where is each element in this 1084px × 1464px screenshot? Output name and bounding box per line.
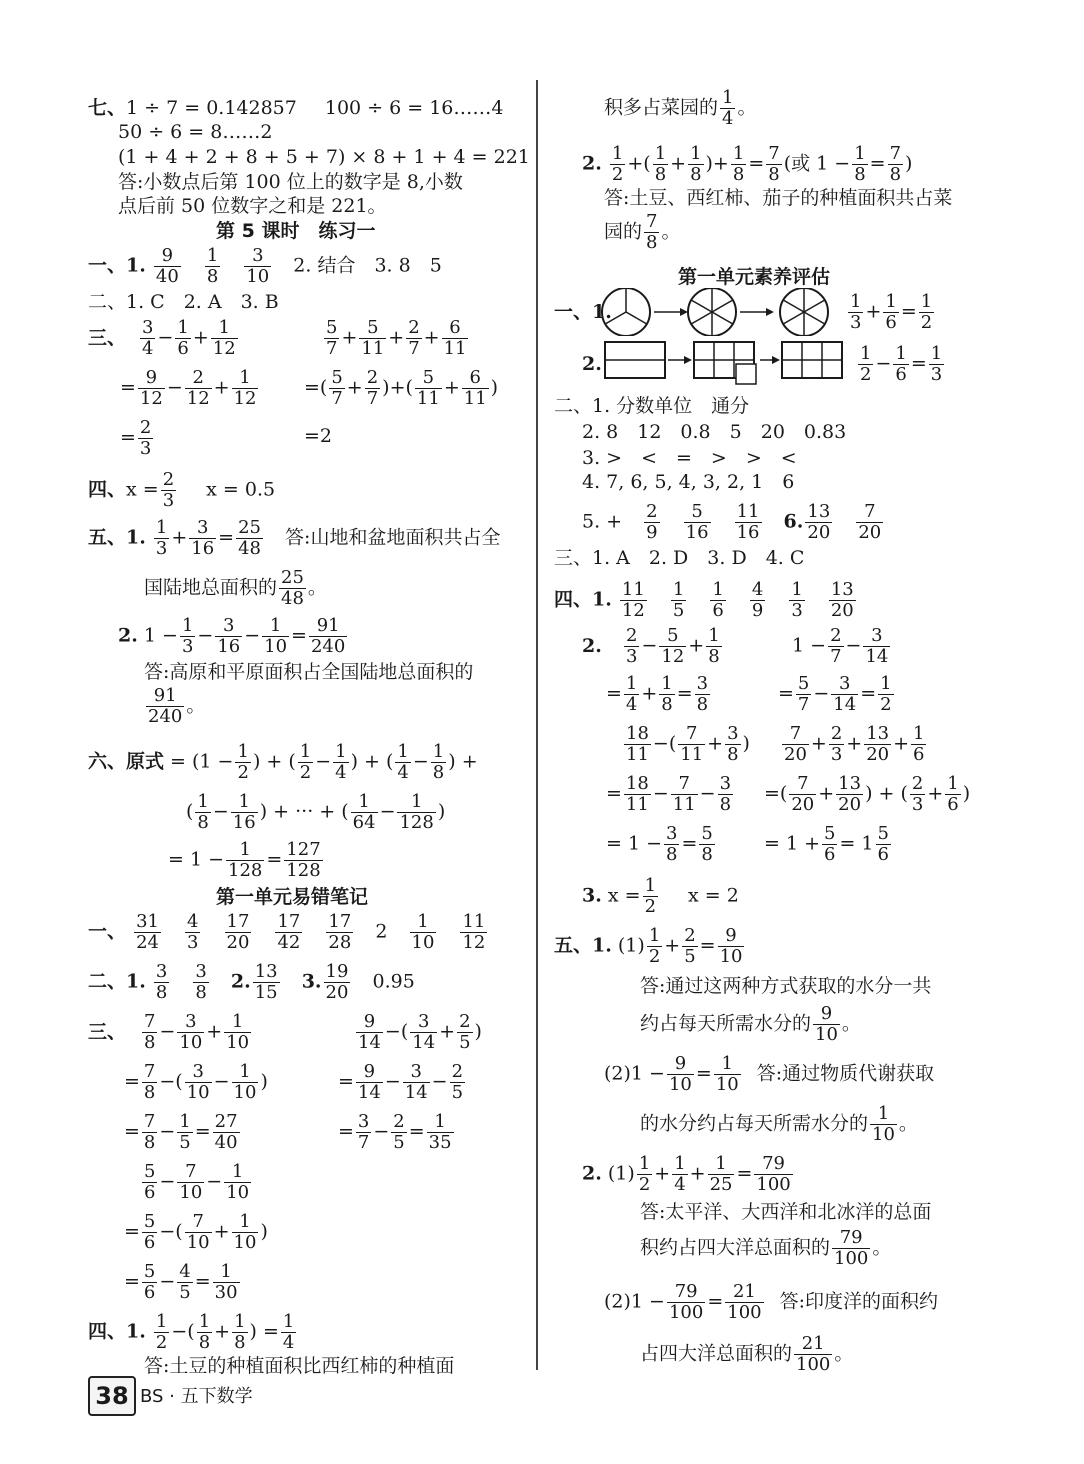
u-s2-5: 5. + $\frac{2}{9}$ $\frac{5}{16}$ $\frac{11}{16}$ 6. $\frac{13}{20}$ $\frac{7}{20}$ [582, 501, 882, 543]
u42-a3: $\frac{18}{11}$ −( $\frac{7}{11}$ + $\frac{3}{8}$ ) [626, 723, 750, 765]
q7-line5: 点后前 50 位数字之和是 221。 [118, 195, 387, 217]
u-s2-4: 4. 7, 6, 5, 4, 3, 2, 1 6 [582, 471, 795, 493]
u1-eq: $\frac{1}{3}$ + $\frac{1}{6}$ = $\frac{1}{2}$ [850, 291, 933, 333]
e3-a2: = $\frac{7}{8}$ −( $\frac{3}{10}$ − $\frac{1}{10}$ ) [124, 1061, 268, 1103]
u42-b5: = 1 + $\frac{5}{6}$ = 1 $\frac{5}{6}$ [764, 823, 889, 865]
s6-row2: ( $\frac{1}{8}$ − $\frac{1}{16}$ ) + ··· + ( $\frac{1}{64}$ − $\frac{1}{128}$ ) [186, 791, 446, 833]
s3-calc-a2: = $\frac{9}{12}$ − $\frac{2}{12}$ + $\frac{1}{12}$ [120, 367, 257, 409]
s1-row: 一、1. $\frac{9}{40}$ $\frac{1}{8}$ $\frac{3}{10}$ 2. 结合 3. 8 5 [88, 245, 442, 287]
s3-calc-b3: =2 [304, 425, 333, 447]
e3-b1: $\frac{9}{14}$ −( $\frac{3}{14}$ + $\frac{2}{5}$ ) [358, 1011, 482, 1053]
u-s6-ans1b: 积约占四大洋总面积的 $\frac{79}{100}$ 。 [640, 1227, 892, 1269]
u-s6-row2: (2)1 − $\frac{79}{100}$ = $\frac{21}{100}$ 答:印度洋的面积约 [604, 1281, 939, 1323]
u-s5-row2: (2)1 − $\frac{9}{10}$ = $\frac{1}{10}$ 答:通过物质代谢获取 [604, 1053, 935, 1095]
u-s5-ans1b: 约占每天所需水分的 $\frac{9}{10}$ 。 [640, 1003, 861, 1045]
u42-a5: = 1 − $\frac{3}{8}$ = $\frac{5}{8}$ [606, 823, 713, 865]
u1-label: 一、1. [554, 301, 612, 323]
u2-label: 2. [582, 353, 602, 375]
u-s4-3: 3. x = $\frac{1}{2}$ x = 2 [582, 875, 739, 917]
r-top: 积多占菜园的 $\frac{1}{4}$ 。 [604, 87, 757, 129]
u42-b4: =( $\frac{7}{20}$ + $\frac{13}{20}$ ) + ( $\frac{2}{3}$ + $\frac{1}{6}$ ) [764, 773, 971, 815]
e3-a3: = $\frac{7}{8}$ − $\frac{1}{5}$ = $\frac{27}{40}$ [124, 1111, 238, 1153]
e3-b3: = $\frac{3}{7}$ − $\frac{2}{5}$ = $\frac{1}{35}$ [338, 1111, 452, 1153]
u2-eq: $\frac{1}{2}$ − $\frac{1}{6}$ = $\frac{1}{3}$ [860, 343, 943, 385]
u-s2-1: 二、1. 分数单位 通分 [554, 395, 750, 417]
s5-ans2: 答:高原和平原面积占全国陆地总面积的 [144, 661, 474, 683]
q7-line2: 50 ÷ 6 = 8……2 [118, 121, 273, 143]
u-s4-2-label: 2. [582, 635, 602, 657]
e3-a5: = $\frac{5}{6}$ −( $\frac{7}{10}$ + $\frac{1}{10}$ ) [124, 1211, 268, 1253]
s5-row2: 2. 1 − $\frac{1}{3}$ − $\frac{3}{16}$ − $\frac{1}{10}$ = $\frac{91}{240}$ [118, 615, 346, 657]
u-s3: 三、1. A 2. D 3. D 4. C [554, 547, 805, 569]
s6-row3: = 1 − $\frac{1}{128}$ = $\frac{127}{128}$ [168, 839, 321, 881]
s3-calc-b2: =( $\frac{5}{7}$ + $\frac{2}{7}$ )+( $\frac{5}{11}$ + $\frac{6}{11}$ ) [304, 367, 499, 409]
e3-label: 三、 [88, 1021, 127, 1043]
e3-a4: $\frac{5}{6}$ − $\frac{7}{10}$ − $\frac{1}{10}$ [144, 1161, 250, 1203]
s4-row: 四、x = $\frac{2}{3}$ x = 0.5 [88, 469, 276, 511]
u42-a2: = $\frac{1}{4}$ + $\frac{1}{8}$ = $\frac{3}{8}$ [606, 673, 709, 715]
page-number: 38 [88, 1376, 136, 1416]
u-s2-3: 3. > < = > > < [582, 447, 797, 469]
u-s6-row1: 2. (1) $\frac{1}{2}$ + $\frac{1}{4}$ + $\frac{1}{25}$ = $\frac{79}{100}$ [582, 1153, 791, 1195]
u-s5-row1: 五、1. (1) $\frac{1}{2}$ + $\frac{2}{5}$ = $\frac{9}{10}$ [554, 925, 743, 967]
e4-ans: 答:土豆的种植面积比西红柿的种植面 [144, 1355, 455, 1377]
e2-row: 二、1. $\frac{3}{8}$ $\frac{3}{8}$ 2. $\frac{13}{15}$ 3. $\frac{19}{20}$ 0.95 [88, 961, 415, 1003]
e3-a1: $\frac{7}{8}$ − $\frac{3}{10}$ + $\frac{1}{10}$ [144, 1011, 250, 1053]
s3-calc-a3: = $\frac{2}{3}$ [120, 417, 152, 459]
r2-row: 2. $\frac{1}{2}$ +( $\frac{1}{8}$ + $\frac{1}{8}$ )+ $\frac{1}{8}$ = $\frac{7}{8}$ (或 1 − $\frac{1}{8}$ = $\frac{7}{8}$ ) [582, 143, 913, 185]
u42-a1: $\frac{2}{3}$ − $\frac{5}{12}$ + $\frac{1}{8}$ [626, 625, 720, 667]
s2-row: 二、1. C 2. A 3. B [88, 291, 279, 313]
q7-line4: 答:小数点后第 100 位上的数字是 8,小数 [118, 171, 463, 193]
unit-title: 第一单元素养评估 [678, 266, 831, 288]
u-s5-ans2b: 的水分约占每天所需水分的 $\frac{1}{10}$ 。 [640, 1103, 918, 1145]
s5-row1b: 国陆地总面积的 $\frac{25}{48}$ 。 [144, 567, 327, 609]
r2-ans2: 园的 $\frac{7}{8}$ 。 [604, 211, 681, 253]
u-s6-ans1: 答:太平洋、大西洋和北冰洋的总面 [640, 1201, 932, 1223]
u-s5-ans1: 答:通过这两种方式获取的水分一共 [640, 975, 932, 997]
u42-b3: $\frac{7}{20}$ + $\frac{2}{3}$ + $\frac{13}{20}$ + $\frac{1}{6}$ [784, 723, 925, 765]
q7-line1: 七、1 ÷ 7 = 0.142857 100 ÷ 6 = 16……4 [88, 97, 504, 119]
u-s4-row: 四、1. $\frac{11}{12}$ $\frac{1}{5}$ $\frac{1}{6}$ $\frac{4}{9}$ $\frac{1}{3}$ $\frac{13}{20}$ [554, 579, 854, 621]
rectangles-figure [604, 340, 844, 386]
s3-label: 三、 [88, 327, 127, 349]
e3-b2: = $\frac{9}{14}$ − $\frac{3}{14}$ − $\frac{2}{5}$ [338, 1061, 464, 1103]
s3-calc-a1: $\frac{3}{4}$ − $\frac{1}{6}$ + $\frac{1}{12}$ [142, 317, 236, 359]
u-s2-2: 2. 8 12 0.8 5 20 0.83 [582, 421, 847, 443]
footer-label: BS · 五下数学 [140, 1386, 253, 1407]
circles-figure [598, 288, 834, 336]
s6-row1: 六、原式 = (1 − $\frac{1}{2}$ ) + ( $\frac{1}{2}$ − $\frac{1}{4}$ ) + ( $\frac{1}{4}$ − $\frac{1}{8}$ ) + [88, 741, 478, 783]
easy-title: 第一单元易错笔记 [216, 886, 369, 908]
u-s6-ans2b: 占四大洋总面积的 $\frac{21}{100}$ 。 [640, 1333, 854, 1375]
u42-b2: = $\frac{5}{7}$ − $\frac{3}{14}$ = $\frac{1}{2}$ [778, 673, 892, 715]
q7-line3: (1 + 4 + 2 + 8 + 5 + 7) × 8 + 1 + 4 = 221 [118, 146, 530, 168]
s3-calc-b1: $\frac{5}{7}$ + $\frac{5}{11}$ + $\frac{2}{7}$ + $\frac{6}{11}$ [326, 317, 467, 359]
e1-row: 一、 $\frac{31}{24}$ $\frac{4}{3}$ $\frac{17}{20}$ $\frac{17}{42}$ $\frac{17}{28}$ 2 $\frac{1}{10}$ $\frac{11}{12}$ [88, 911, 486, 953]
e3-a6: = $\frac{5}{6}$ − $\frac{4}{5}$ = $\frac{1}{30}$ [124, 1261, 238, 1303]
s5-row1: 五、1. $\frac{1}{3}$ + $\frac{3}{16}$ = $\frac{25}{48}$ 答:山地和盆地面积共占全 [88, 517, 501, 559]
s5-ans2-frac: $\frac{91}{240}$ 。 [148, 685, 206, 727]
lesson5-title: 第 5 课时 练习一 [216, 220, 376, 242]
u42-b1: 1 − $\frac{2}{7}$ − $\frac{3}{14}$ [792, 625, 889, 667]
column-divider [536, 80, 538, 1370]
e4-row: 四、1. $\frac{1}{2}$ −( $\frac{1}{8}$ + $\frac{1}{8}$ ) = $\frac{1}{4}$ [88, 1311, 295, 1353]
r2-ans: 答:土豆、西红柿、茄子的种植面积共占菜 [604, 187, 953, 209]
u42-a4: = $\frac{18}{11}$ − $\frac{7}{11}$ − $\frac{3}{8}$ [606, 773, 732, 815]
